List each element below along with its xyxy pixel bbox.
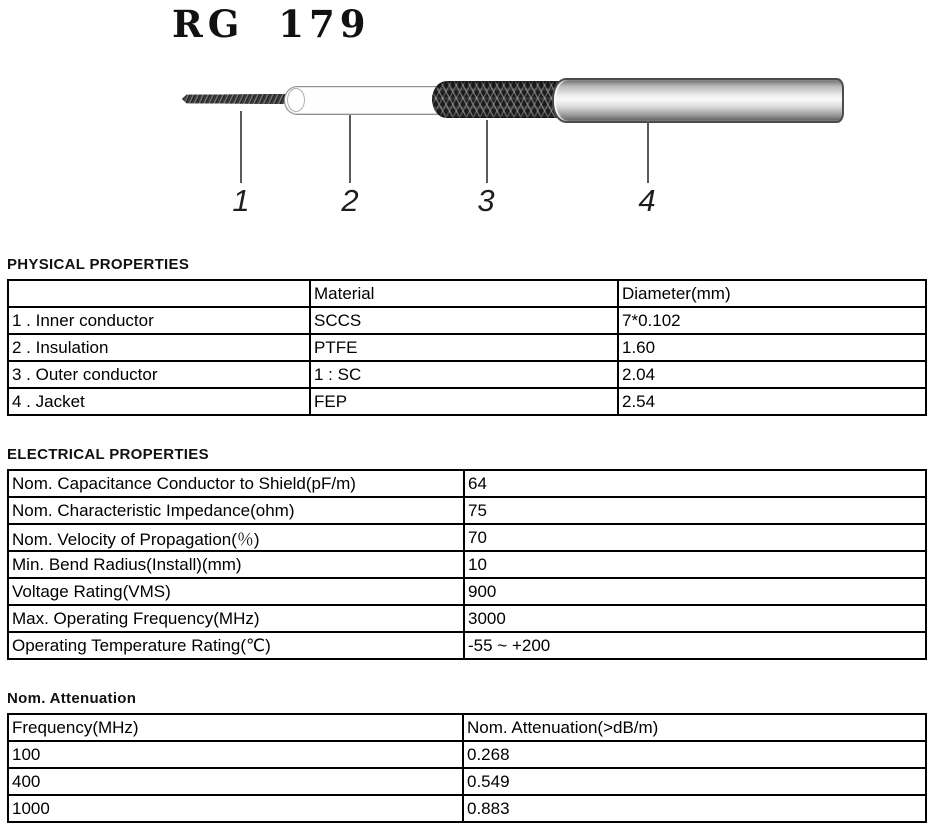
table-row [8, 388, 926, 415]
cell-part: 1 . Inner conductor [8, 307, 310, 334]
cell-property: Min. Bend Radius(Install)(mm) [8, 551, 464, 578]
cell-part: 3 . Outer conductor [8, 361, 310, 388]
table-row [8, 632, 926, 659]
jacket-graphic [552, 78, 844, 123]
cell-diameter: 7*0.102 [618, 307, 926, 334]
cell-property: Nom. Capacitance Conductor to Shield(pF/m) [8, 470, 464, 497]
part-label-1: 1 [232, 183, 250, 218]
physical-properties-table [7, 279, 927, 416]
cell-attenuation: 0.883 [463, 795, 926, 822]
physical-properties-heading: PHYSICAL PROPERTIES [7, 256, 190, 273]
table-row [8, 605, 926, 632]
cell-value: -55 ~ +200 [464, 632, 926, 659]
table-header-row [8, 280, 926, 307]
table-header-row [8, 714, 926, 741]
cell-property: Voltage Rating(VMS) [8, 578, 464, 605]
electrical-properties-table [7, 469, 927, 660]
cell-value: 3000 [464, 605, 926, 632]
inner-conductor-graphic [182, 94, 294, 104]
cell-value: 64 [464, 470, 926, 497]
table-row [8, 334, 926, 361]
attenuation-table [7, 713, 927, 823]
cell-property: Max. Operating Frequency(MHz) [8, 605, 464, 632]
cell-property: Nom. Characteristic Impedance(ohm) [8, 497, 464, 524]
cell-diameter: 2.04 [618, 361, 926, 388]
leader-line-3 [486, 120, 488, 183]
header-cell-blank [8, 280, 310, 307]
table-row [8, 497, 926, 524]
header-cell-attenuation: Nom. Attenuation(>dB/m) [463, 714, 926, 741]
cell-material: PTFE [310, 334, 618, 361]
table-row [8, 551, 926, 578]
insulation-end-cap [287, 88, 305, 112]
cell-property: Operating Temperature Rating(℃) [8, 632, 464, 659]
part-label-3: 3 [477, 183, 495, 218]
cell-diameter: 1.60 [618, 334, 926, 361]
cell-value: 900 [464, 578, 926, 605]
table-row [8, 524, 926, 551]
header-cell-material: Material [310, 280, 618, 307]
table-row [8, 578, 926, 605]
part-label-2: 2 [341, 183, 359, 218]
table-row [8, 795, 926, 822]
cell-property: Nom. Velocity of Propagation(％) [8, 524, 464, 551]
leader-line-1 [240, 111, 242, 183]
cell-frequency: 1000 [8, 795, 463, 822]
cell-attenuation: 0.549 [463, 768, 926, 795]
table-row [8, 741, 926, 768]
cell-material: FEP [310, 388, 618, 415]
part-label-4: 4 [638, 183, 656, 218]
table-row [8, 307, 926, 334]
cell-diameter: 2.54 [618, 388, 926, 415]
insulation-graphic [284, 86, 448, 115]
table-row [8, 361, 926, 388]
header-cell-frequency: Frequency(MHz) [8, 714, 463, 741]
cell-value: 75 [464, 497, 926, 524]
outer-conductor-graphic [432, 81, 562, 118]
cell-part: 2 . Insulation [8, 334, 310, 361]
leader-line-4 [647, 121, 649, 183]
page-title: RG 179 [172, 2, 371, 46]
header-cell-diameter: Diameter(mm) [618, 280, 926, 307]
cell-frequency: 400 [8, 768, 463, 795]
cell-frequency: 100 [8, 741, 463, 768]
electrical-properties-heading: ELECTRICAL PROPERTIES [7, 446, 209, 463]
table-row [8, 768, 926, 795]
cell-attenuation: 0.268 [463, 741, 926, 768]
cell-value: 10 [464, 551, 926, 578]
table-row [8, 470, 926, 497]
cell-material: SCCS [310, 307, 618, 334]
cable-diagram [0, 0, 932, 240]
cell-part: 4 . Jacket [8, 388, 310, 415]
attenuation-heading: Nom. Attenuation [7, 690, 137, 707]
cell-value: 70 [464, 524, 926, 551]
leader-line-2 [349, 115, 351, 183]
cell-material: 1 : SC [310, 361, 618, 388]
